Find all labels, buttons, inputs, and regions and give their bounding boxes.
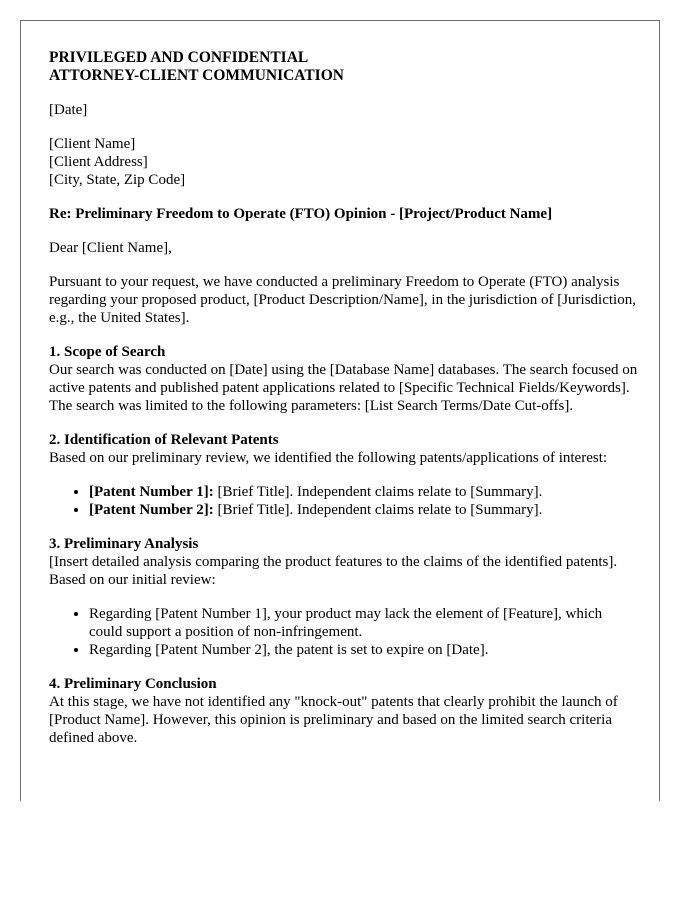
section-heading-identification: 2. Identification of Relevant Patents	[49, 432, 279, 448]
confidential-header-line-1: PRIVILEGED AND CONFIDENTIAL	[49, 49, 309, 66]
subject-line: Re: Preliminary Freedom to Operate (FTO) Opinion - [Project/Product Name]	[49, 206, 553, 222]
client-address: [Client Address]	[49, 154, 148, 170]
patent-number-label: [Patent Number 2]:	[89, 502, 214, 518]
letter-date: [Date]	[49, 102, 88, 118]
patent-description: [Brief Title]. Independent claims relate to [Summary].	[213, 484, 543, 500]
patent-list	[49, 483, 639, 519]
section-body-scope: Our search was conducted on [Date] using the [Database Name] databases. The search focused on active patents and published patent applications related to [Specific Technical Fields/Keywords]. The search was limited to the following parameters: [List Search Terms/Date Cut-offs].	[49, 362, 638, 414]
section-heading-analysis: 3. Preliminary Analysis	[49, 536, 199, 552]
list-item: • Regarding [Patent Number 2], the patent is set to expire on [Date].	[89, 641, 639, 659]
list-item	[89, 501, 639, 519]
section-body-identification: Based on our preliminary review, we identified the following patents/applications of interest:	[49, 450, 608, 466]
client-name: [Client Name]	[49, 136, 136, 152]
analysis-list	[49, 605, 639, 659]
salutation: Dear [Client Name],	[49, 240, 172, 256]
patent-description: [Brief Title]. Independent claims relate to [Summary].	[213, 502, 543, 518]
letter-content	[49, 49, 639, 747]
section-heading-conclusion: 4. Preliminary Conclusion	[49, 676, 217, 692]
list-item: • Regarding [Patent Number 1], your product may lack the element of [Feature], which could support a position of non-infringement.	[89, 605, 639, 641]
list-item	[89, 483, 639, 501]
client-city-state-zip: [City, State, Zip Code]	[49, 172, 186, 188]
section-heading-scope: 1. Scope of Search	[49, 344, 166, 360]
section-body-conclusion: At this stage, we have not identified any "knock-out" patents that clearly prohibit the launch of [Product Name]. However, this opinion is preliminary and based on the limited search criteria defined above.	[49, 694, 618, 746]
section-body-analysis: [Insert detailed analysis comparing the product features to the claims of the identified patents]. Based on our initial review:	[49, 554, 618, 588]
confidential-header-line-2: ATTORNEY-CLIENT COMMUNICATION	[49, 67, 344, 84]
letter-page	[20, 20, 660, 801]
intro-paragraph: Pursuant to your request, we have conducted a preliminary Freedom to Operate (FTO) analysis regarding your proposed product, [Product Description/Name], in the jurisdiction of [Jurisdiction, e.g., the United States].	[49, 274, 636, 326]
patent-number-label: [Patent Number 1]:	[89, 484, 214, 500]
